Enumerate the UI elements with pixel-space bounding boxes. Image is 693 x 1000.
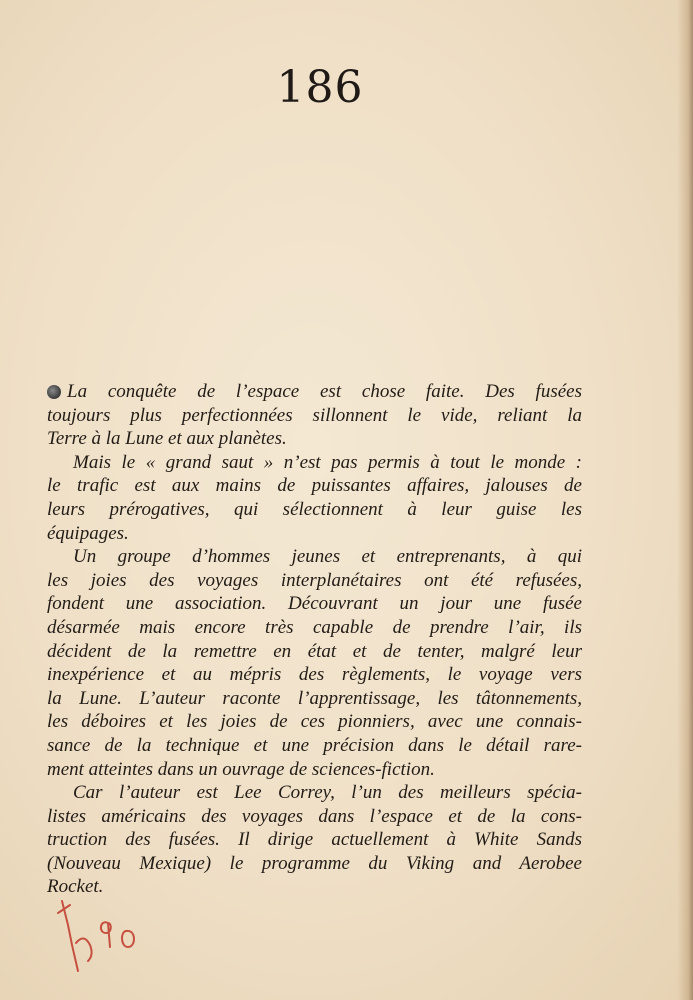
text-line: les joies des voyages interplanétaires ont été refusées, <box>47 569 582 591</box>
text-line: les déboires et les joies de ces pionniers, avec une connais- <box>47 711 582 733</box>
paragraph-1 <box>47 380 582 451</box>
text-line: sance de la technique et une précision dans le détail rare- <box>47 734 582 756</box>
bullet-icon <box>47 385 61 399</box>
text-line: Mais le « grand saut » n’est pas permis à tout le monde : <box>73 451 582 473</box>
text-line: fondent une association. Découvrant un jour une fusée <box>47 593 582 615</box>
text-line: truction des fusées. Il dirige actuellement à White Sands <box>47 829 582 851</box>
page-number: 186 <box>276 62 364 113</box>
paragraph-2 <box>47 451 582 545</box>
text-line: désarmée mais encore très capable de prendre l’air, ils <box>47 616 582 638</box>
text-line: équipages. <box>47 522 129 544</box>
text-line: listes américains des voyages dans l’espace et de la cons- <box>47 805 582 827</box>
page-edge-shadow <box>677 0 693 1000</box>
text-line: Un groupe d’hommes jeunes et entreprenants, à qui <box>73 546 582 568</box>
text-line: leurs prérogatives, qui sélectionnent à leur guise les <box>47 498 582 520</box>
paragraph-3 <box>47 545 582 781</box>
text-line: ment atteintes dans un ouvrage de sciences-fiction. <box>47 758 435 780</box>
text-line: toujours plus perfectionnées sillonnent le vide, reliant la <box>47 404 582 426</box>
text-line: La conquête de l’espace est chose faite. Des fusées <box>67 381 582 402</box>
back-cover-blurb <box>47 380 582 899</box>
text-line: Rocket. <box>47 876 104 898</box>
text-line: décident de la remettre en état et de tenter, malgré leur <box>47 640 582 662</box>
handwritten-price-mark-icon <box>48 895 158 975</box>
text-line: la Lune. L’auteur raconte l’apprentissage, les tâtonnements, <box>47 687 582 709</box>
text-line: Car l’auteur est Lee Correy, l’un des meilleurs spécia- <box>73 782 582 804</box>
text-line: inexpérience et au mépris des règlements, le voyage vers <box>47 664 582 686</box>
text-line: (Nouveau Mexique) le programme du Viking and Aerobee <box>47 852 582 874</box>
paragraph-4 <box>47 781 582 899</box>
text-line: le trafic est aux mains de puissantes affaires, jalouses de <box>47 475 582 497</box>
text-line: Terre à la Lune et aux planètes. <box>47 428 287 450</box>
